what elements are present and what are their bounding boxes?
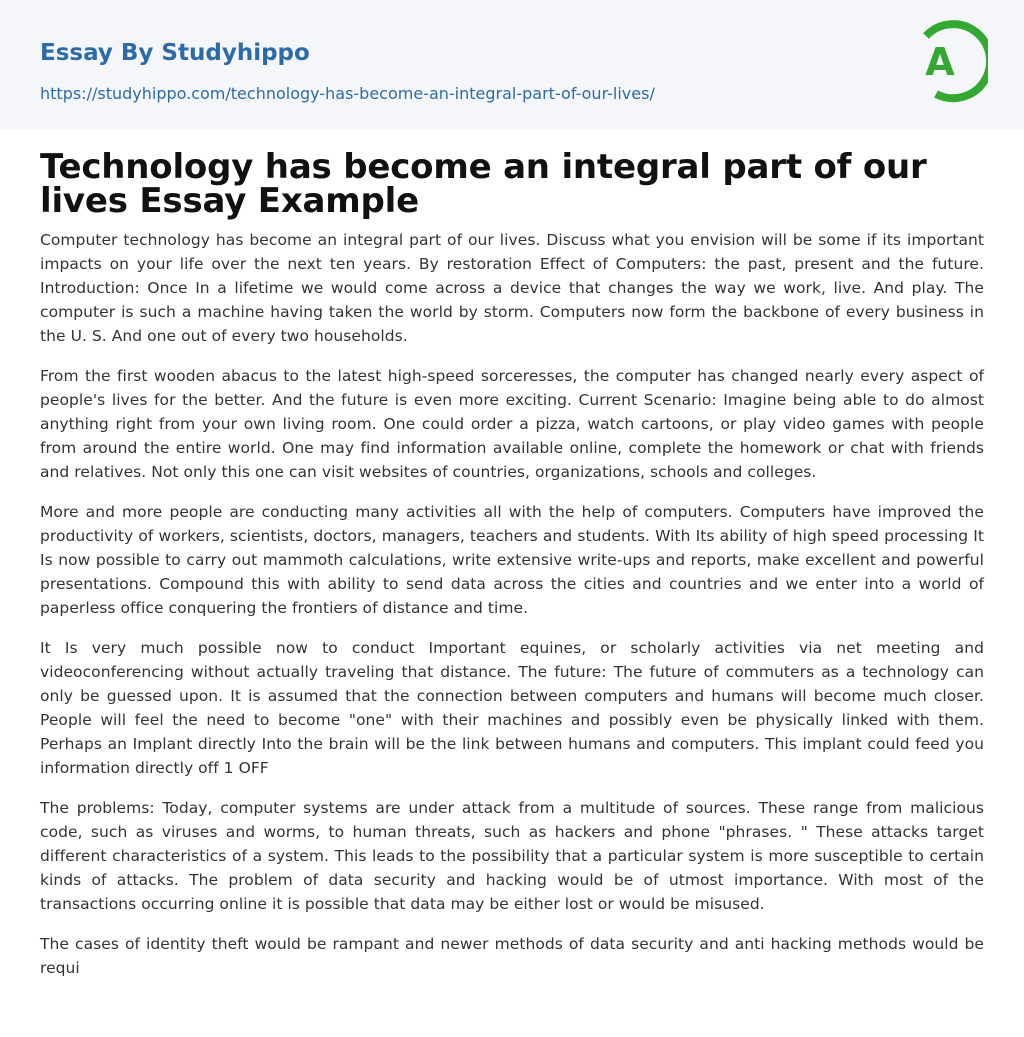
essay-paragraph: It Is very much possible now to conduct Important equines, or scholarly activities via net meeting and videoconferencing without actually traveling that distance. The future: The future of commuters as a technology can only be guessed upon. It is assumed that the connection between computers and humans will become much closer. People will feel the need to become "one" with their machines and possibly even be physically linked with them. Perhaps an Implant directly Into the brain will be the link between humans and computers. This implant could feed you information directly off 1 OFF [40, 639, 984, 777]
essay-paragraph: More and more people are conducting many activities all with the help of computers. Computers have improved the productivity of workers, scientists, doctors, managers, teachers and students. With Its ability of high speed processing It Is now possible to carry out mammoth calculations, write extensive write-ups and reports, make excellent and powerful presentations. Compound this with ability to send data across the cities and countries and we enter into a world of paperless office conquering the frontiers of distance and time. [40, 503, 984, 617]
logo-letter: A [925, 40, 955, 84]
page-header [0, 0, 1024, 129]
essay-paragraph: The problems: Today, computer systems are under attack from a multitude of sources. These range from malicious code, such as viruses and worms, to human threats, such as hackers and phone "phrases. " These attacks target different characteristics of a system. This leads to the possibility that a particular system is more susceptible to certain kinds of attacks. The problem of data security and hacking would be of utmost importance. With most of the transactions occurring online it is possible that data may be either lost or would be misused. [40, 799, 984, 913]
studyhippo-logo-icon[interactable] [912, 18, 988, 106]
essay-body [40, 228, 984, 996]
page-title: Technology has become an integral part of our lives Essay Example [40, 147, 927, 221]
brand-title: Essay By Studyhippo [40, 40, 310, 66]
essay-paragraph: From the first wooden abacus to the latest high-speed sorceresses, the computer has changed nearly every aspect of people's lives for the better. And the future is even more exciting. Current Scenario: Imagine being able to do almost anything right from your own living room. One could order a pizza, watch cartoons, or play video games with people from around the entire world. One may find information available online, complete the homework or chat with friends and relatives. Not only this one can visit websites of countries, organizations, schools and colleges. [40, 367, 984, 481]
source-url-link[interactable]: https://studyhippo.com/technology-has-become-an-integral-part-of-our-lives/ [40, 84, 655, 103]
essay-paragraph: The cases of identity theft would be rampant and newer methods of data security and anti hacking methods would be requi [40, 935, 984, 977]
essay-paragraph: Computer technology has become an integral part of our lives. Discuss what you envision will be some if its important impacts on your life over the next ten years. By restoration Effect of Computers: the past, present and the future. Introduction: Once In a lifetime we would come across a device that changes the way we work, live. And play. The computer is such a machine having taken the world by storm. Computers now form the backbone of every business in the U. S. And one out of every two households. [40, 231, 984, 345]
